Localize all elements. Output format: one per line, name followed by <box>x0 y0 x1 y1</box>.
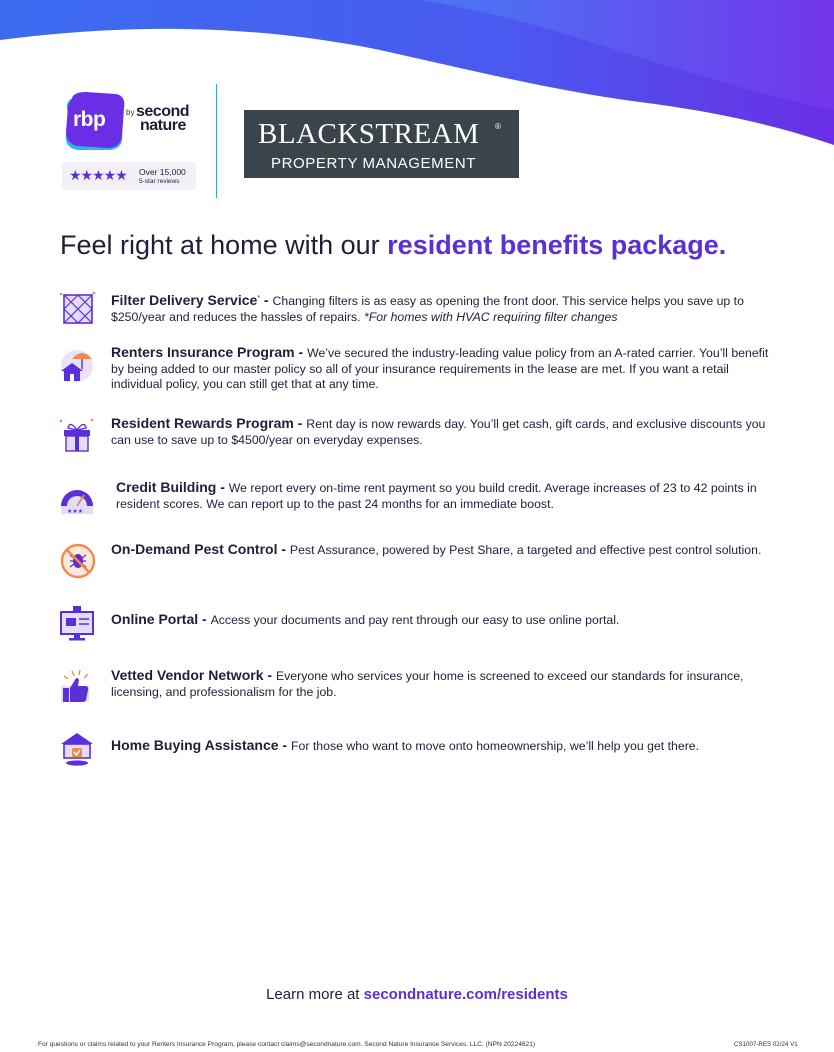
benefit-body: Rent day is now rewards day. You’ll get cash, gift cards, and exclusive discounts you can use to save up to $4500/year on everyday expenses. <box>111 417 766 447</box>
no-bugs-icon <box>58 542 96 580</box>
benefit-body: Everyone who services your home is screened to exceed our standards for insurance, licensing, and professionalism for the job. <box>111 669 744 699</box>
benefit-dash: - <box>293 415 307 431</box>
benefit-text <box>116 480 784 512</box>
benefit-dash: - <box>198 611 211 627</box>
home-check-icon <box>58 730 96 768</box>
blackstream-logo <box>244 110 519 178</box>
logo-divider <box>216 84 217 198</box>
benefit-dash: - <box>294 344 308 360</box>
benefit-title: Filter Delivery Service <box>111 292 258 309</box>
review-label: 5-star reviews <box>139 178 180 185</box>
benefit-dash: - <box>216 479 229 495</box>
blackstream-name: BLACKSTREAM <box>258 118 480 150</box>
page-headline <box>60 230 726 261</box>
benefit-text <box>111 668 779 700</box>
rbp-by-text: by <box>126 108 135 117</box>
second-nature-wordmark-line2: nature <box>140 117 186 134</box>
benefit-title: Home Buying Assistance <box>111 737 279 753</box>
benefit-body: We’ve secured the industry-leading value policy from an A-rated carrier. You’ll benefit by being added to our master policy so all of your insurance requirements in the lease are met. If you want a retail individual policy, you can still get that at any time. <box>111 346 769 391</box>
house-umbrella-icon <box>58 345 96 383</box>
benefit-dash: - <box>263 667 276 683</box>
footer-code: CS1007-RES 02/24 V1 <box>734 1041 798 1048</box>
benefit-body: For those who want to move onto homeownership, we’ll help you get there. <box>290 739 700 753</box>
benefit-body: Changing filters is as easy as opening the front door. This service helps you save up to $250/year and reduces the hassles of repairs. <box>111 294 744 324</box>
gift-icon <box>58 416 96 454</box>
rbp-logo <box>60 86 220 198</box>
benefit-title: Resident Rewards Program <box>111 415 294 431</box>
benefit-text <box>111 738 779 755</box>
headline-highlight-text: resident benefits package. <box>387 230 727 260</box>
benefit-title-asterisk: * <box>257 295 261 302</box>
benefit-title: Credit Building <box>116 479 217 495</box>
benefit-body: Pest Assurance, powered by Pest Share, a targeted and effective pest control solution. <box>289 543 762 557</box>
filter-icon <box>58 291 96 329</box>
thumbs-up-icon <box>58 668 96 706</box>
review-badge <box>62 162 196 190</box>
blackstream-subtitle: PROPERTY MANAGEMENT <box>271 155 477 172</box>
benefit-title: Vetted Vendor Network <box>111 667 264 683</box>
registered-mark: ® <box>495 122 501 131</box>
learn-more-line <box>0 986 834 1003</box>
benefit-text <box>111 542 779 559</box>
benefit-text <box>111 416 779 448</box>
benefit-dash: - <box>260 292 273 309</box>
residents-link[interactable]: secondnature.com/residents <box>363 986 568 1003</box>
benefit-title: Renters Insurance Program <box>111 344 295 360</box>
benefit-text <box>111 345 779 393</box>
footer-disclaimer: For questions or claims related to your Renters Insurance Program, please contact claims@secondnature.com. Second Nature Insurance Services, LLC. (NPN 20224621) <box>38 1041 536 1048</box>
five-stars-icon: ★★★★★ <box>69 167 127 183</box>
headline-highlight <box>387 230 726 260</box>
credit-gauge-icon <box>58 480 96 518</box>
learn-more-prefix: Learn more at <box>266 986 360 1003</box>
benefit-title: On-Demand Pest Control <box>111 541 278 557</box>
benefit-body: We report every on-time rent payment so you build credit. Average increases of 23 to 42 points in resident scores. We can report up to the past 24 months for an immediate boost. <box>116 481 757 511</box>
benefit-text <box>111 291 779 325</box>
benefit-body: Access your documents and pay rent through our easy to use online portal. <box>210 613 620 627</box>
benefit-text <box>111 612 779 629</box>
benefit-dash: - <box>278 737 291 753</box>
benefit-dash: - <box>277 541 290 557</box>
svg-text:★★★: ★★★ <box>67 508 84 515</box>
second-nature-wordmark-line1: second <box>136 103 190 120</box>
benefit-title: Online Portal <box>111 611 199 627</box>
benefit-note: *For homes with HVAC requiring filter changes <box>363 309 618 324</box>
rbp-wordmark: rbp <box>73 108 106 131</box>
monitor-icon <box>58 604 96 642</box>
review-count: Over 15,000 <box>139 167 186 177</box>
headline-prefix: Feel right at home with our <box>60 230 380 260</box>
